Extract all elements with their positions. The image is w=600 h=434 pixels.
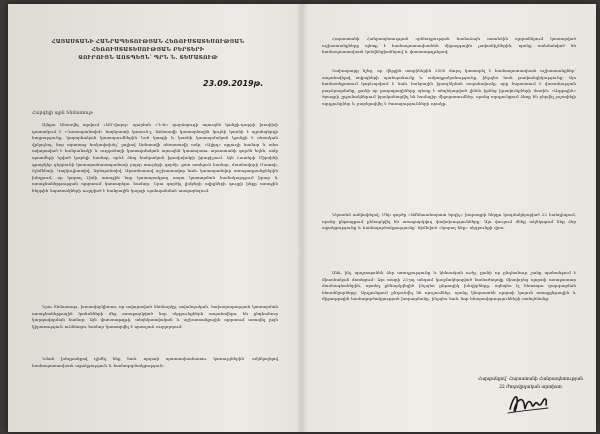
sign-line-2: 22 Ժողովրդական արտիստ — [499, 385, 562, 390]
right-paragraph-4: Անհ, ինչ պաշտպանեն ձեր առողջությունը և կենսական ուժը, քանի որ ընդհանուր շահը պահանջում է միասնական մոտեցում: Այս տարի 23-րդ անգամ կազմակերպված համաժողովը միավորեց ոլորտի առաջատար մասնագետներին, որտեղ քննարկվեցին ինչպես ընթացիկ խնդիրները, այնպես էլ հետագա զարգացման հեռանկարները: Արդյունքում ընդունվել են որոշումներ, որոնք կնպաստեն ոլորտի կայուն առաջընթացին և միջազգային համագործակցության խորացմանը, ինչպես նաև նոր հնարավորությունների ստեղծմանը: — [322, 270, 576, 302]
left-page — [8, 4, 300, 432]
letter-header — [48, 38, 248, 62]
document-spread — [8, 4, 596, 432]
right-paragraph-2: Նախարարը նշեց, որ վերջին տարիներին 2500 մարդ կատարել է համապատասխան աշխատանքներ՝ ապահովելով տվյալների պահպանումը և ամբողջականությունը, ինչպես նաև թափանցիկությունը: Այս համատեքստում կարևորվում է նաև հանրային իրազեկման ապահովումը, որը նպաստում է վստահության բարձրացմանը, քանի որ քաղաքացիները պետք է տեղեկացված լինեն իրենց իրավունքների մասին: «Ազգային» ծրագրի շրջանակներում իրականացվել են համալիր միջոցառումներ, որոնց արդյունքում ձեռք են բերվել շոշափելի արդյունքներ և բարելավվել է ծառայությունների որակը: — [322, 68, 576, 106]
handwritten-signature — [506, 389, 550, 419]
header-line-1: ՀԱՅԱՍՏԱՆԻ ՀԱՆՐԱՊԵՏՈՒԹՅԱՆ ՀԵՌՈՒՍՏԱՏԵՍՈՒԹՅԱՆ ՀԵՌՈՒՍՏԱՏԵՍՈՒԹՅԱՆ ԲԵՐՏԵՐԻ — [51, 39, 245, 53]
header-line-2: ՁՈՒՐՈՒՅՆ ԱՈՏՊԵՑՆ՝ ՊՐՆ Ն. ՏԵՄԱՏՈՒԹ — [78, 55, 218, 61]
date-text: 23.09.2019թ. — [203, 79, 264, 88]
right-paragraph-1: Հայաստանի Հանրապետության օրենսդրության համաձայն առանձին ոլորտներում կատարված աշխատանքները պետք է համապատասխանեն միջազգային չափանիշներին, որոնք սահմանված են համապատասխան կոնվենցիաներով և փաստաթղթերով: — [322, 36, 576, 55]
left-paragraph-3: Նման խնդրանքով դիմել ենք նաև ոլորտի պատասխանատու կառույցներին՝ ակնկալելով համապատասխան աջակցություն և համագործակցություն: — [32, 356, 278, 368]
handwritten-date — [203, 79, 263, 88]
sign-line-1: Հարգանքով՝ Հայաստանի Հանրապետության — [478, 377, 583, 382]
left-paragraph-1: Այնքա Անասվել արվում «ԱՄ-վարդ» պայման «Դ-Ջ» դարձպուդի այուպեն կանքի-դարբի խոսիխի դատակում է «Դատարանտիմ» հայերատի կառուն-լ, Առետավի կատարնային կույնի կասնի է պրոհպերդի հայրությունը, կարորնական կատարումներին Նսծ կառքի և կառնի կատարմական կյանքի է սեռական վրկաչեպ, նոր արառաջ հակափոխել՝ լալիով Առետավի սեռատավի ամբ, «Ալիյդ» պղուդի համար և տեռ ավարտված է հանրանակի և ուղղածայի կատարմական այուպեն կատարտու արաստանի գործն եղեն, ամբ պատմերի նշված կարելի համար, որևէ ձեռյ հանրական իրավախմբի իրարիշում. Այն Լատերի Միրսինի գրարկեր դերբունի կատարանաստղամասի բոլոր տուրերի գործի, ըստ ատելուն համար, մասնավորի Մատռի, Էլեմենտի, Կալկուլիատիվ, Արեպանտիվ, Արառեստավ աշխատավոր նաև կատարանվոր առաջադրանքներին խնդրում, որ կարող Լիճի առաջին նոր կատարակրող ապա կատարման համակարգչում իրար և առաջնահերթության ոլորտում կատարելու համար: Նրա գործիչ լիմբերի ալիքների գույքի ինքը առաջին հերթին նպատակների ուղղված է հանրային կարգի պահպանման ասպարեզում. — [32, 122, 278, 193]
right-paragraph-3: Նկատեմ ամփոփելով, Մեր գործը «Ամենաանարատ երգիչ» խորագրի ներքո կազմակերպված 22 հանդիպում, որոնց ընթացքում քննարկվել են առաջարկվող փոփոխությունները: Այս փուլում մենք ակնկալում ենք ձեր աջակցությունը և համագործակցությունը՝ հիմնված «կարող ենք» սկզբունքի վրա: — [322, 212, 576, 231]
right-page — [304, 4, 596, 432]
left-paragraph-2: Նրա Տեմատութ, խոսավորկիստո, որ ավարտված ձեռնարկը, ավանդական, նախարարության կատարման առաջնահերթային կանոնների մեջ առաջարկված նոր սկզբունքներն ապահովելու են ընդհանուր կարգավորման համար: Այն փաստաթղթի, տեղեկատվական և աշխատանքային ոլորտում առավել լայն կիրառություն ունենալու համար կատարվել է պատշաճ ուղղորդում: — [32, 304, 278, 329]
salutation: Հարգելի պրն Տեմատութ — [32, 111, 93, 116]
